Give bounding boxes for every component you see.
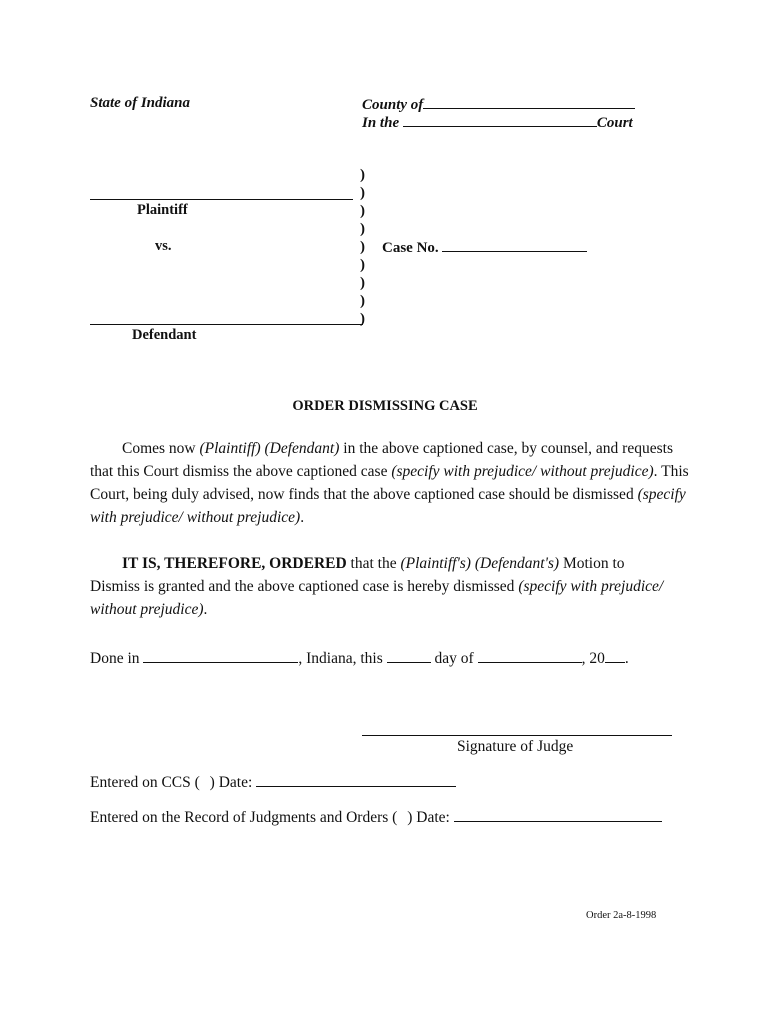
county-line — [362, 95, 635, 114]
entered-record-label: Entered on the Record of Judgments and Orders ( — [90, 809, 398, 826]
p2-text-2: Motion to Dismiss is granted and the above captioned case is hereby dismissed — [90, 555, 625, 595]
defendant-blank[interactable] — [90, 324, 363, 325]
paren: ) — [360, 311, 365, 327]
paren: ) — [360, 167, 365, 183]
order-title: ORDER DISMISSING CASE — [292, 398, 478, 414]
p1-period: . — [300, 509, 305, 526]
day-blank[interactable] — [387, 649, 431, 663]
court-line — [362, 113, 633, 132]
entered-record-date-label: ) Date: — [407, 809, 450, 826]
entered-ccs-line — [90, 771, 456, 794]
entered-ccs-date-blank[interactable] — [256, 773, 456, 787]
entered-record-date-blank[interactable] — [454, 808, 662, 822]
entered-ccs-date-label: ) Date: — [209, 774, 253, 791]
case-no-line — [382, 238, 587, 257]
plaintiff-label: Plaintiff — [137, 202, 188, 218]
county-blank[interactable] — [423, 95, 635, 109]
paren: ) — [360, 275, 365, 291]
paren: ) — [360, 221, 365, 237]
done-period: . — [624, 650, 629, 667]
p1-party-options: (Plaintiff) (Defendant) — [199, 440, 340, 457]
p2-text-1: that the — [346, 555, 401, 572]
caption-parens — [360, 166, 365, 328]
p1-prejudice-option-1: (specify with prejudice/ without prejudice) — [391, 463, 654, 480]
paren: ) — [360, 257, 365, 273]
defendant-label: Defendant — [132, 327, 197, 343]
p2-ordered: IT IS, THEREFORE, ORDERED — [122, 555, 347, 572]
p1-text-3: . This Court, being duly advised, now finds that the above captioned case should be dismissed — [90, 463, 689, 503]
case-no-label: Case No. — [382, 240, 439, 256]
signature-label: Signature of Judge — [457, 738, 574, 755]
court-label: Court — [596, 115, 633, 131]
year-prefix: , 20 — [581, 650, 605, 667]
state-label: State of Indiana — [90, 95, 191, 111]
paragraph-order — [90, 552, 665, 621]
p1-prejudice-option-2: (specify with prejudice/ without prejudice) — [90, 486, 686, 526]
case-no-blank[interactable] — [442, 238, 587, 252]
year-blank[interactable] — [605, 649, 625, 663]
county-label: County of — [362, 97, 424, 113]
done-in-line — [90, 647, 629, 670]
paragraph-request — [90, 437, 690, 529]
entered-record-line — [90, 806, 662, 829]
p2-prejudice-option: (specify with prejudice/ without prejudice) — [90, 578, 664, 618]
p1-text-2: in the above captioned case, by counsel, and requests that this Court dismiss the above captioned case — [90, 440, 673, 480]
p2-party-options: (Plaintiff's) (Defendant's) — [400, 555, 560, 572]
form-code: Order 2a-8-1998 — [586, 910, 657, 921]
city-blank[interactable] — [143, 649, 298, 663]
p2-period: . — [203, 601, 208, 618]
plaintiff-blank[interactable] — [90, 199, 353, 200]
vs-label: vs. — [155, 238, 172, 254]
paren: ) — [360, 185, 365, 201]
entered-ccs-label: Entered on CCS ( — [90, 774, 200, 791]
done-in-label: Done in — [90, 650, 140, 667]
day-of-label: day of — [434, 650, 474, 667]
p1-text-1: Comes now — [122, 440, 200, 457]
paren: ) — [360, 239, 365, 255]
court-blank[interactable] — [403, 113, 597, 127]
indiana-this-label: , Indiana, this — [298, 650, 383, 667]
paren: ) — [360, 203, 365, 219]
in-the-label: In the — [362, 115, 400, 131]
paren: ) — [360, 293, 365, 309]
month-blank[interactable] — [478, 649, 582, 663]
